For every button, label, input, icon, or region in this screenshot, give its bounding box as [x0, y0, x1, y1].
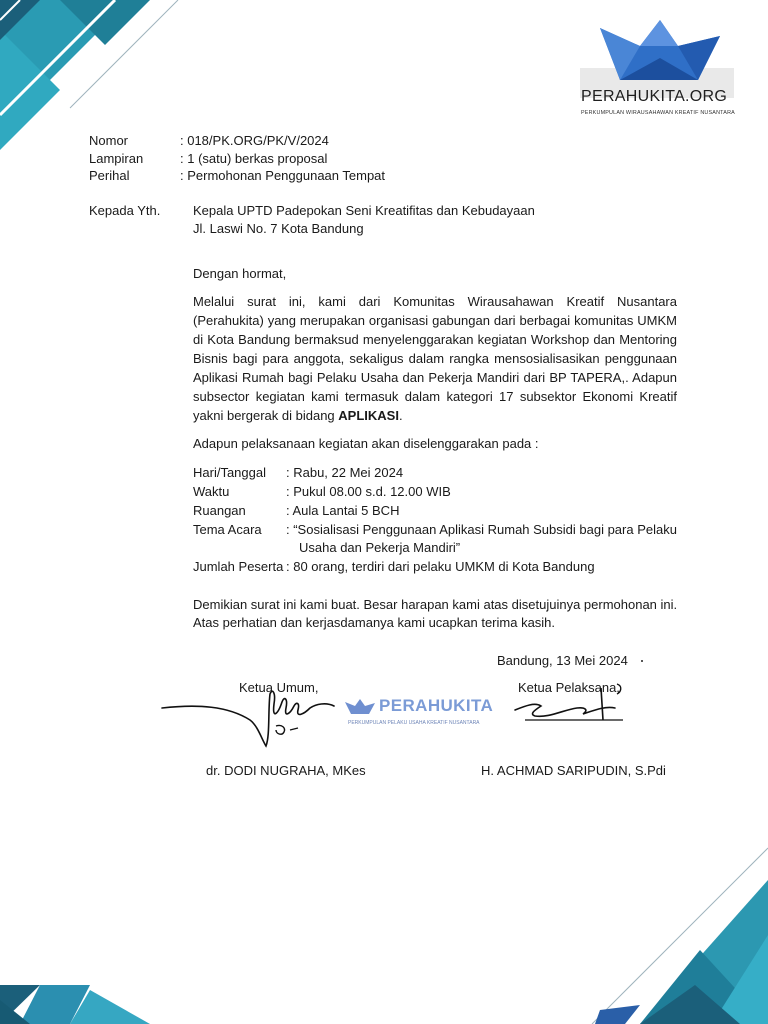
left-signer-name: dr. DODI NUGRAHA, MKes	[206, 763, 366, 778]
body-paragraph-bold: APLIKASI	[338, 408, 399, 423]
recipient-label: Kepada Yth.	[89, 203, 161, 218]
body-paragraph	[193, 292, 677, 425]
right-signature	[505, 680, 635, 730]
recipient-line-1: Kepala UPTD Padepokan Seni Kreatifitas dan Kebudayaan	[193, 203, 535, 218]
schedule-value-date: : Rabu, 22 Mei 2024	[286, 465, 404, 480]
lampiran-label: Lampiran	[89, 151, 144, 166]
perihal-label: Perihal	[89, 168, 130, 183]
place-date: Bandung, 13 Mei 2024	[497, 653, 628, 668]
org-logo	[580, 18, 740, 120]
schedule-intro: Adapun pelaksanaan kegiatan akan diselenggarakan pada :	[193, 436, 539, 451]
closing-line-1: Demikian surat ini kami buat. Besar harapan kami atas disetujuinya permohonan ini.	[193, 597, 678, 612]
schedule-value-theme: : “Sosialisasi Penggunaan Aplikasi Rumah Subsidi bagi para Pelaku	[286, 522, 677, 537]
stamp-title: PERAHUKITA	[379, 696, 494, 715]
logo-subtitle: PERKUMPULAN WIRAUSAHAWAN KREATIF NUSANTARA	[581, 110, 735, 116]
schedule-value-participants: : 80 orang, terdiri dari pelaku UMKM di Kota Bandung	[286, 559, 595, 574]
recipient-line-2: Jl. Laswi No. 7 Kota Bandung	[193, 221, 364, 236]
left-signer-title: Ketua Umum,	[239, 680, 319, 695]
paper-boat-icon	[580, 18, 734, 98]
body-paragraph-text: Melalui surat ini, kami dari Komunitas Wirausahawan Kreatif Nusantara (Perahukita) yang merupakan organisasi gabungan dari berbagai komunitas UMKM di Kota Bandung bermaksud menyelenggarakan kegiatan Workshop dan Mentoring Bisnis bagi para anggota, sekaligus dalam rangka mensosialisasikan penggunaan Aplikasi Rumah bagi Pelaku Usaha dan Pekerja Mandiri dari BP TAPERA,. Adapun subsector kegiatan kami termasuk dalam kategori 17 subsektor Ekonomi Kreatif yakni bergerak di bidang	[193, 294, 677, 423]
logo-title: PERAHUKITA.ORG	[581, 88, 728, 105]
schedule-label-room: Ruangan	[193, 503, 246, 518]
right-signer-title: Ketua Pelaksana,	[518, 680, 620, 695]
lampiran-value: : 1 (satu) berkas proposal	[180, 151, 328, 166]
greeting: Dengan hormat,	[193, 266, 287, 281]
schedule-label-participants: Jumlah Peserta	[193, 559, 284, 574]
organization-stamp	[343, 694, 503, 730]
schedule-label-date: Hari/Tanggal	[193, 465, 266, 480]
schedule-label-theme: Tema Acara	[193, 522, 262, 537]
body-paragraph-end: .	[398, 408, 403, 423]
nomor-value: : 018/PK.ORG/PK/V/2024	[180, 133, 329, 148]
left-signature	[158, 680, 358, 760]
schedule-value-room: : Aula Lantai 5 BCH	[286, 503, 400, 518]
closing-line-2: Atas perhatian dan kerjasdamanya kami ucapkan terima kasih.	[193, 615, 556, 630]
dot-mark	[641, 660, 643, 662]
schedule-label-time: Waktu	[193, 484, 230, 499]
stamp-subtitle: PERKUMPULAN PELAKU USAHA KREATIF NUSANTARA	[348, 720, 480, 726]
boat-stamp-icon	[343, 698, 377, 716]
nomor-label: Nomor	[89, 133, 129, 148]
schedule-value-theme-cont: Usaha dan Pekerja Mandiri”	[299, 540, 461, 555]
schedule-value-time: : Pukul 08.00 s.d. 12.00 WIB	[286, 484, 451, 499]
perihal-value: : Permohonan Penggunaan Tempat	[180, 168, 386, 183]
right-signer-name: H. ACHMAD SARIPUDIN, S.Pdi	[481, 763, 666, 778]
